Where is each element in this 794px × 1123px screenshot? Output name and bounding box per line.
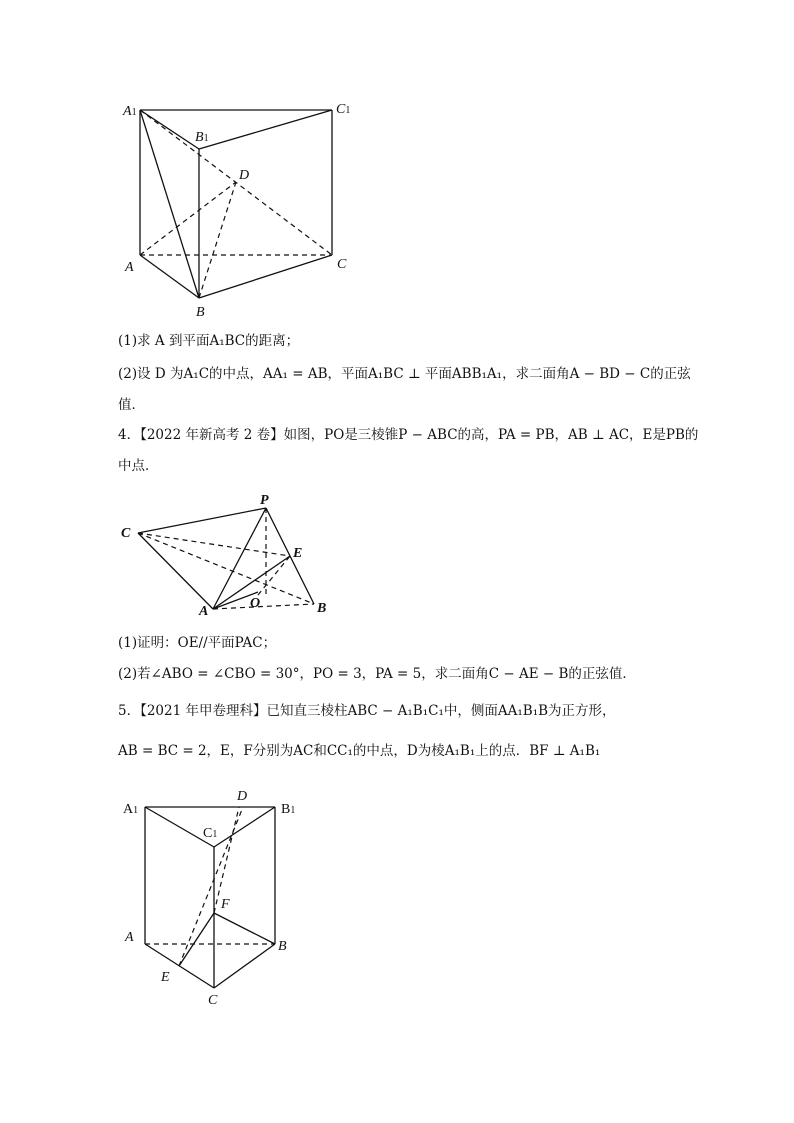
label-b: B	[278, 939, 287, 954]
label-c: C	[121, 526, 131, 541]
edge-a1b1	[140, 110, 199, 149]
figure-pyramid	[115, 488, 345, 623]
label-a1: A1	[123, 802, 139, 817]
q3-part1: (1)求 A 到平面A₁BC的距离；	[118, 333, 300, 349]
edge-b1c1	[214, 807, 275, 847]
label-b: B	[317, 601, 327, 616]
edge-b1c1	[199, 110, 332, 149]
label-o: O	[250, 596, 261, 611]
label-a: A	[199, 604, 209, 619]
label-f: F	[221, 897, 230, 912]
label-d: D	[239, 168, 250, 183]
q4-stem-line1: 4．【2022 年新高考 2 卷】如图，PO是三棱锥P − ABC的高，PA = PB，AB ⊥ AC，E是PB的	[118, 427, 699, 443]
label-c: C	[208, 993, 218, 1008]
label-e: E	[293, 546, 303, 561]
segment-bd-hidden	[199, 182, 236, 298]
edge-cb-hidden	[138, 533, 314, 604]
edge-bc	[199, 255, 332, 298]
label-b1: B1	[281, 802, 296, 817]
figure-prism-2	[115, 785, 315, 1015]
q5-stem-line1: 5．【2021 年甲卷理科】已知直三棱柱ABC − A₁B₁C₁中，侧面AA₁B₁B为正方形，	[118, 703, 616, 719]
segment-ce-hidden	[138, 533, 290, 556]
label-p: P	[260, 493, 269, 508]
prism-2-diagram	[115, 785, 315, 1015]
edge-cb	[214, 944, 275, 988]
edge-cp	[138, 508, 266, 533]
prism-1-diagram	[115, 95, 375, 325]
label-c: C	[337, 257, 347, 272]
q3-part2-continued: 值．	[118, 397, 145, 413]
edge-ab	[140, 255, 199, 298]
segment-fb	[214, 913, 275, 944]
figure-prism-1	[115, 95, 375, 325]
label-a: A	[125, 930, 134, 945]
edge-ca	[138, 533, 213, 609]
label-a: A	[125, 260, 134, 275]
segment-a1b	[140, 110, 199, 298]
label-d: D	[237, 789, 248, 804]
segment-ad-hidden	[140, 182, 236, 255]
q4-part1: (1)证明：OE//平面PAC；	[118, 635, 277, 651]
label-c1: C1	[336, 102, 351, 117]
label-e: E	[161, 970, 170, 985]
edge-ab-hidden	[213, 604, 314, 609]
pyramid-diagram	[115, 488, 345, 623]
label-c1: C1	[203, 826, 218, 841]
label-b1: B1	[195, 130, 209, 145]
q3-part2: (2)设 D 为A₁C的中点，AA₁ = AB，平面A₁BC ⊥ 平面ABB₁A₁，求二面角A − BD − C的正弦	[118, 366, 691, 382]
label-a1: A1	[123, 104, 137, 119]
edge-ap	[213, 508, 266, 609]
q4-part2: (2)若∠ABO = ∠CBO = 30°，PO = 3，PA = 5，求二面角C − AE − B的正弦值．	[118, 666, 636, 682]
q4-stem-line2: 中点．	[118, 458, 159, 474]
label-b: B	[196, 305, 205, 320]
q5-stem-line2: AB = BC = 2，E，F分别为AC和CC₁的中点，D为棱A₁B₁上的点．BF ⊥ A₁B₁	[118, 743, 601, 759]
